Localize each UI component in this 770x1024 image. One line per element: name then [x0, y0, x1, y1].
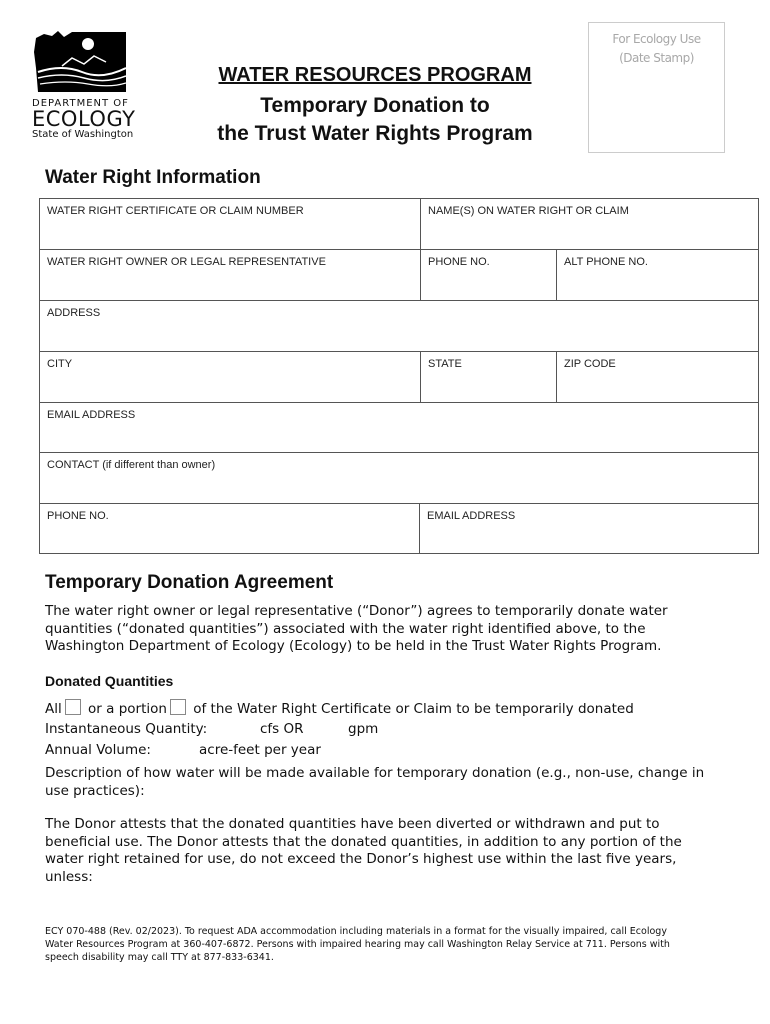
phone-label: PHONE NO. — [428, 256, 490, 268]
all-checkbox[interactable] — [65, 699, 81, 715]
footer-line-1: ECY 070-488 (Rev. 02/2023). To request ADA accommodation including materials in a format for the visually impaired, call Ecology — [45, 926, 667, 937]
attest-line-1: The Donor attests that the donated quantities have been diverted or withdrawn and put to — [45, 816, 660, 832]
annual-volume-label: Annual Volume: — [45, 742, 151, 758]
stamp-label-line1: For Ecology Use — [612, 32, 701, 46]
intro-line-3: Washington Department of Ecology (Ecology) to be held in the Trust Water Rights Program. — [45, 638, 662, 654]
instantaneous-label: Instantaneous Quantity: — [45, 721, 208, 737]
donation-scope-row — [45, 699, 745, 719]
footer-line-2: Water Resources Program at 360-407-6872. Persons with impaired hearing may call Washington Relay Service at 711. Persons with — [45, 939, 670, 950]
city-label: CITY — [47, 358, 73, 370]
owner-label: WATER RIGHT OWNER OR LEGAL REPRESENTATIVE — [47, 256, 326, 268]
attest-line-2: beneficial use. The Donor attests that the donated quantities, in addition to any portion of the — [45, 833, 682, 850]
water-right-form — [39, 198, 759, 554]
portion-label: or a portion — [88, 701, 167, 717]
alt-phone-field[interactable] — [557, 250, 759, 301]
zip-label: ZIP CODE — [564, 358, 616, 370]
email-label: EMAIL ADDRESS — [47, 409, 136, 421]
state-label: STATE — [428, 358, 462, 370]
water-right-info-heading: Water Right Information — [45, 167, 261, 188]
attest-line-4: unless: — [45, 868, 93, 885]
contact-phone-field[interactable] — [40, 504, 420, 553]
attest-line-3: water right retained for use, do not exceed the Donor’s highest use within the last five years, — [45, 851, 677, 867]
program-title: WATER RESOURCES PROGRAM — [218, 64, 532, 86]
all-label: All — [45, 701, 62, 717]
cfs-or-text: cfs OR — [260, 721, 304, 737]
donated-quantities-heading: Donated Quantities — [45, 673, 174, 689]
intro-line-1: The water right owner or legal representative (“Donor”) agrees to temporarily donate water — [45, 603, 668, 619]
logo-ecology-text: ECOLOGY — [32, 107, 136, 131]
description-line-1: Description of how water will be made available for temporary donation (e.g., non-use, change in — [45, 765, 705, 781]
cert-number-field[interactable] — [40, 199, 421, 250]
ecology-logo — [32, 28, 136, 140]
portion-tail-text: of the Water Right Certificate or Claim to be temporarily donated — [193, 701, 634, 717]
agreement-intro — [45, 603, 745, 656]
phone-field[interactable] — [421, 250, 557, 301]
portion-checkbox[interactable] — [170, 699, 186, 715]
instantaneous-quantity-row — [45, 721, 207, 739]
washington-state-logo-icon — [32, 28, 126, 92]
description-prompt — [45, 765, 745, 800]
footer-line-3: speech disability may call TTY at 877-833-6341. — [45, 952, 274, 963]
zip-field[interactable] — [557, 352, 759, 403]
contact-label: CONTACT (if different than owner) — [47, 459, 216, 471]
acre-feet-text: acre-feet per year — [199, 742, 321, 758]
owner-field[interactable] — [40, 250, 421, 301]
form-title-line2: the Trust Water Rights Program — [217, 122, 533, 145]
contact-email-field[interactable] — [420, 504, 759, 553]
contact-email-label: EMAIL ADDRESS — [427, 510, 516, 522]
alt-phone-label: ALT PHONE NO. — [564, 256, 648, 268]
email-field[interactable] — [40, 403, 759, 453]
description-line-2: use practices): — [45, 782, 145, 799]
contact-phone-label: PHONE NO. — [47, 510, 109, 522]
state-field[interactable] — [421, 352, 557, 403]
attestation-paragraph — [45, 816, 745, 886]
form-title-line1: Temporary Donation to — [260, 94, 490, 117]
intro-line-2: quantities (“donated quantities”) associated with the water right identified above, to the — [45, 620, 646, 637]
gpm-text: gpm — [348, 721, 379, 737]
logo-department-text: DEPARTMENT OF — [32, 98, 129, 109]
form-footer — [45, 925, 725, 964]
city-field[interactable] — [40, 352, 421, 403]
date-stamp-box — [588, 22, 725, 153]
address-label: ADDRESS — [47, 307, 101, 319]
agreement-heading: Temporary Donation Agreement — [45, 572, 334, 593]
contact-field[interactable] — [40, 453, 759, 504]
address-field[interactable] — [40, 301, 759, 352]
names-label: NAME(S) ON WATER RIGHT OR CLAIM — [428, 205, 629, 217]
logo-state-text: State of Washington — [32, 129, 134, 140]
stamp-label-line2: (Date Stamp) — [619, 51, 694, 65]
names-field[interactable] — [421, 199, 759, 250]
cert-number-label: WATER RIGHT CERTIFICATE OR CLAIM NUMBER — [47, 205, 304, 217]
